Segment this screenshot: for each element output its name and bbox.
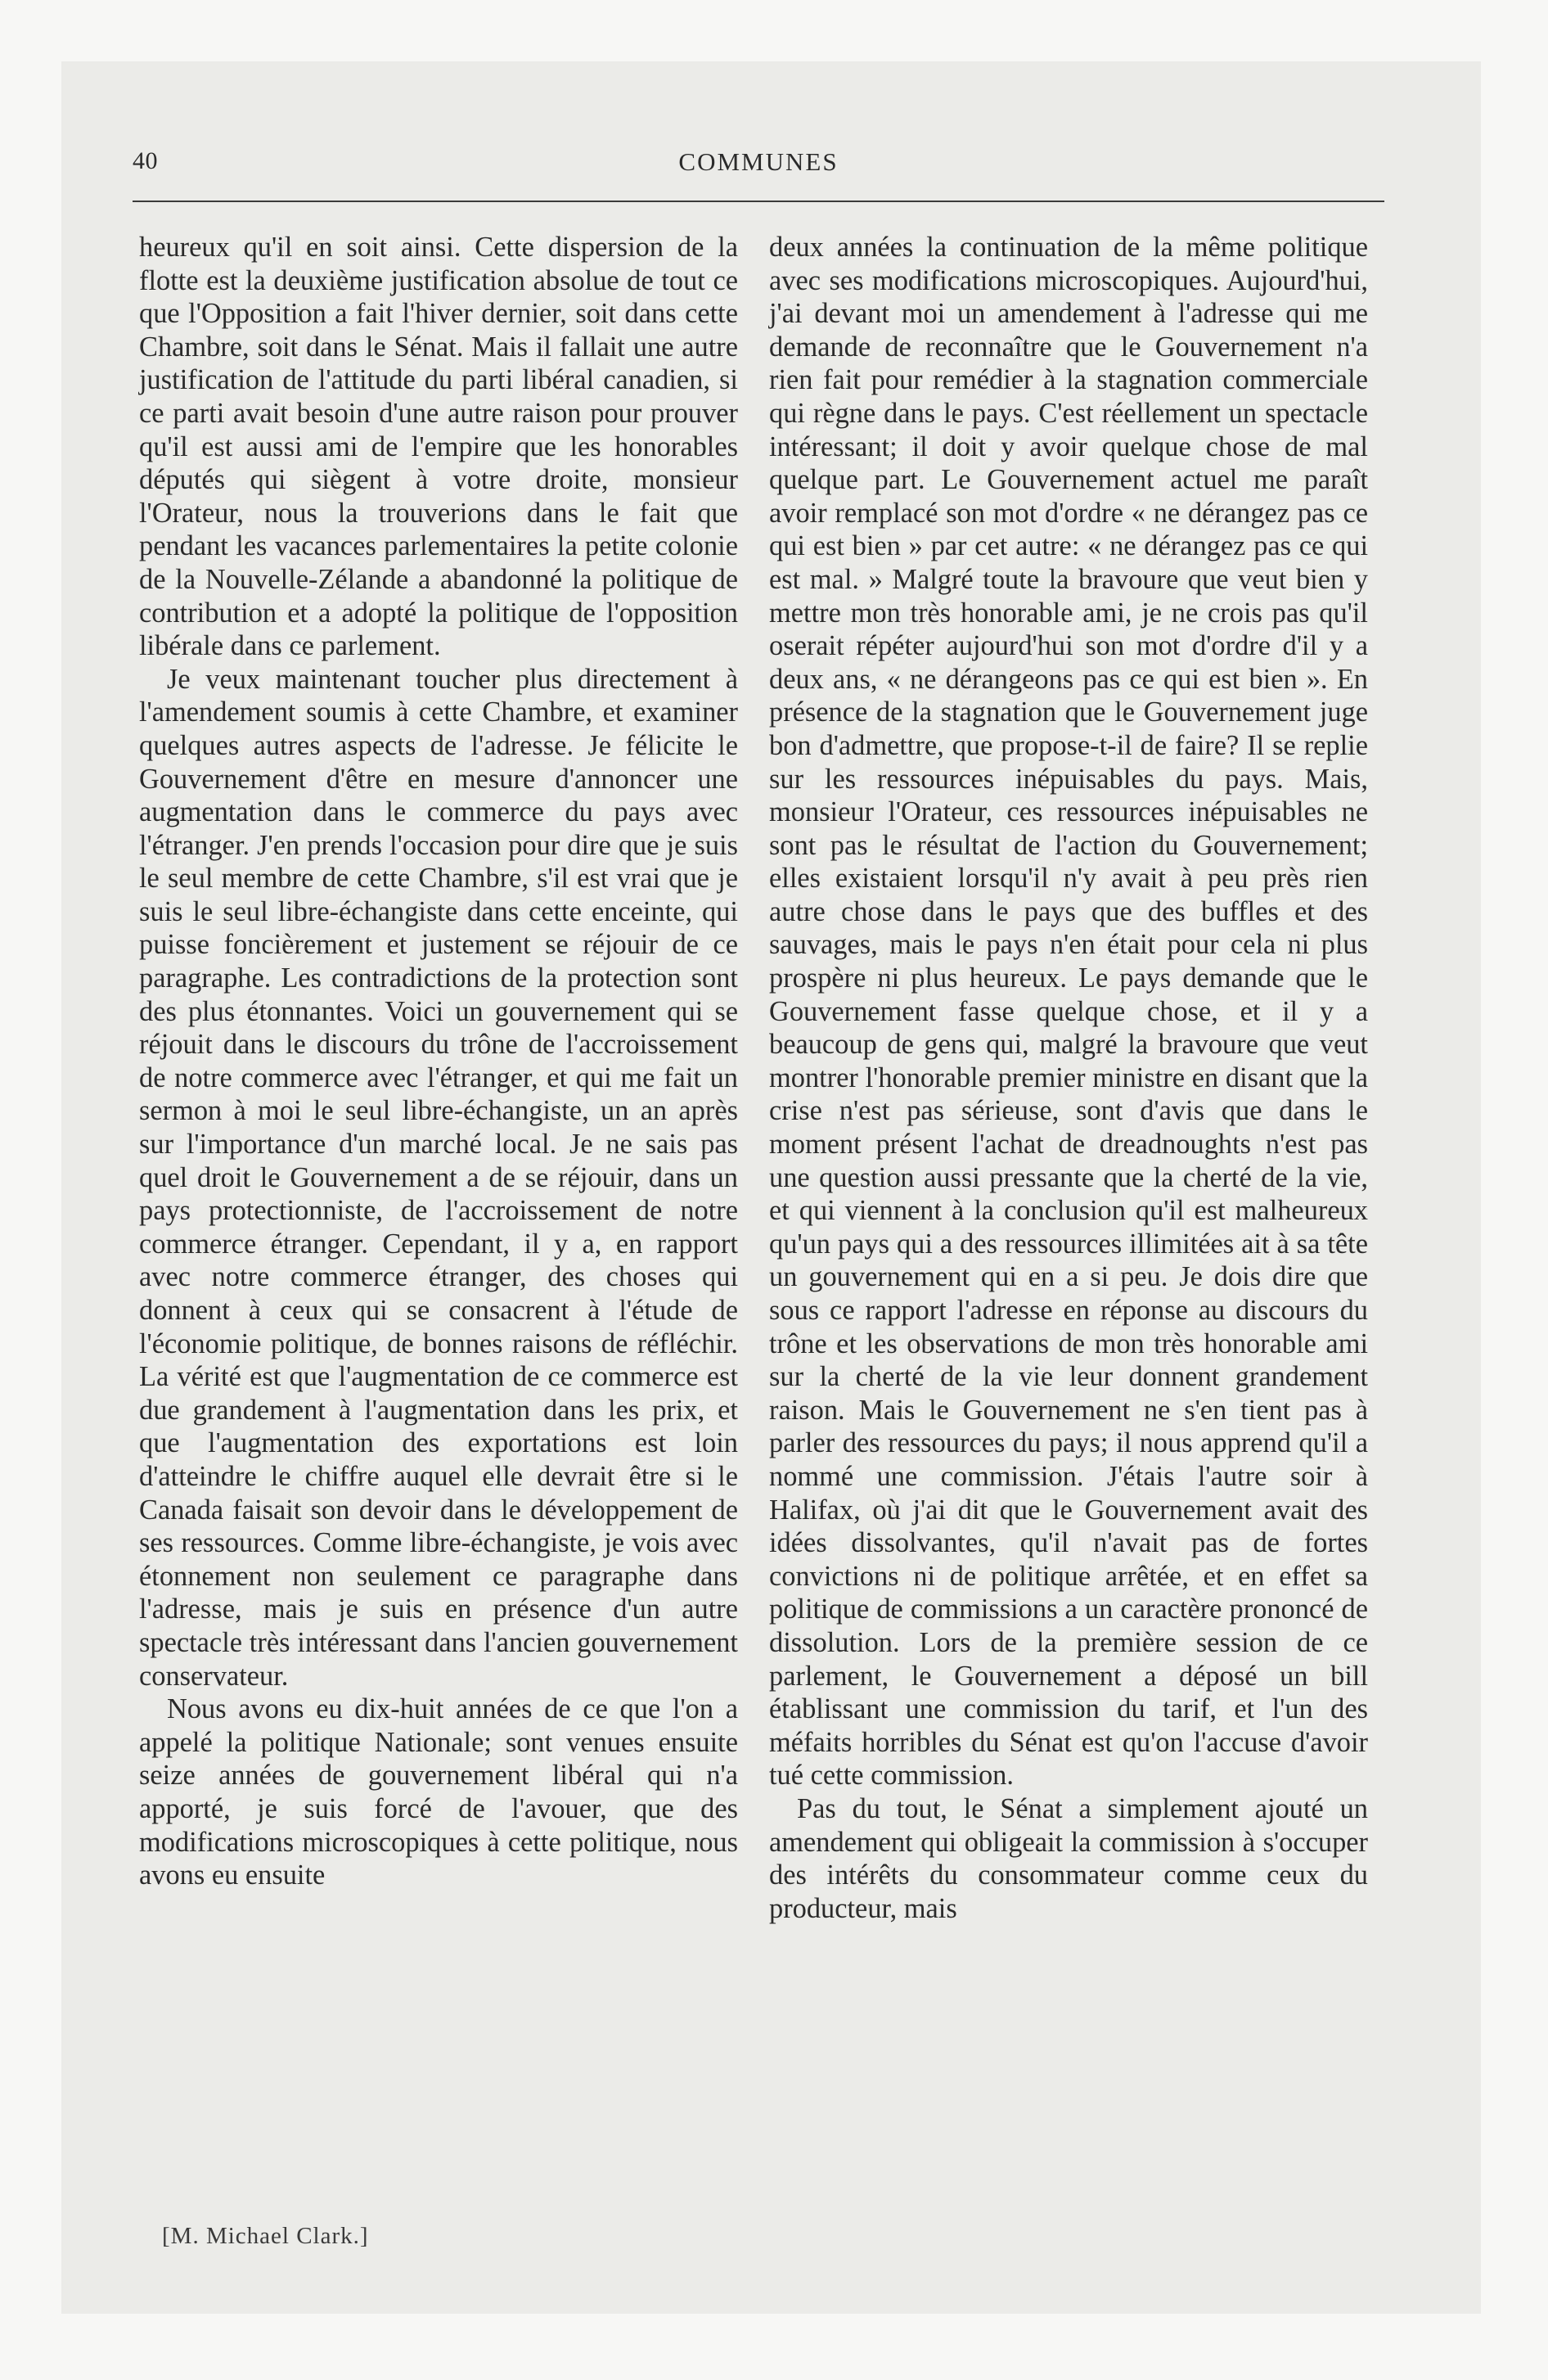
left-column xyxy=(139,231,738,2220)
right-column xyxy=(769,231,1368,2220)
page-header xyxy=(133,147,1384,188)
paragraph: Nous avons eu dix-huit années de ce que l'on a appelé la politique Nationale; sont venues ensuite seize années de gouvernement libéral qui n'a apporté, je suis forcé de l'avouer, que des modifications microscopiques à cette politique, nous avons eu ensuite xyxy=(139,1693,738,1891)
paragraph: Pas du tout, le Sénat a simplement ajouté un amendement qui obligeait la commission à s'occuper des intérêts du consommateur comme ceux du producteur, mais xyxy=(769,1792,1368,1924)
running-title: COMMUNES xyxy=(678,147,839,176)
paragraph: heureux qu'il en soit ainsi. Cette dispersion de la flotte est la deuxième justification absolue de tout ce que l'Opposition a fait l'hiver dernier, soit dans cette Chambre, soit dans le Sénat. Mais il fallait une autre justification de l'attitude du parti libéral canadien, si ce parti avait besoin d'une autre raison pour prouver qu'il est aussi ami de l'empire que les honorables députés qui siègent à votre droite, monsieur l'Orateur, nous la trouverions dans le fait que pendant les vacances parlementaires la petite colonie de la Nouvelle-Zélande a abandonné la politique de contribution et a adopté la politique de l'opposition libérale dans ce parlement. xyxy=(139,232,738,662)
paragraph: Je veux maintenant toucher plus directement à l'amendement soumis à cette Chambre, et examiner quelques autres aspects de l'adresse. Je félicite le Gouvernement d'être en mesure d'annoncer une augmentation dans le commerce du pays avec l'étranger. J'en prends l'occasion pour dire que je suis le seul membre de cette Chambre, s'il est vrai que je suis le seul libre-échangiste dans cette enceinte, qui puisse foncièrement et justement se réjouir de ce paragraphe. Les contradictions de la protection sont des plus étonnantes. Voici un gouvernement qui se réjouit dans le discours du trône de l'accroissement de notre commerce avec l'étranger, et qui me fait un sermon à moi le seul libre-échangiste, un an après sur l'importance d'un marché local. Je ne sais pas quel droit le Gouvernement a de se réjouir, dans un pays protectionniste, de l'accroissement de notre commerce étranger. Cependant, il y a, en rapport avec notre commerce étranger, des choses qui donnent à ceux qui se consacrent à l'étude de l'économie politique, de bonnes raisons de réfléchir. La vérité est que l'augmentation de ce commerce est due grandement à l'augmentation dans les prix, et que l'augmentation des exportations est loin d'atteindre le chiffre auquel elle devrait être si le Canada faisait son devoir dans le développement de ses ressources. Comme libre-échangiste, je vois avec étonnement non seulement ce paragraphe dans l'adresse, mais je suis en présence d'un autre spectacle très intéressant dans l'ancien gouvernement conservateur. xyxy=(139,663,738,1692)
header-rule xyxy=(133,201,1384,202)
paragraph: deux années la continuation de la même politique avec ses modifications microscopiques. Aujourd'hui, j'ai devant moi un amendement à l'adresse qui me demande de reconnaître que le Gouvernement n'a rien fait pour remédier à la stagnation commerciale qui règne dans le pays. C'est réellement un spectacle intéressant; il doit y avoir quelque chose de mal quelque part. Le Gouvernement actuel me paraît avoir remplacé son mot d'ordre « ne dérangez pas ce qui est bien » par cet autre: « ne dérangez pas ce qui est mal. » Malgré toute la bravoure que veut bien y mettre mon très honorable ami, je ne crois pas qu'il oserait répéter aujourd'hui son mot d'ordre d'il y a deux ans, « ne dérangeons pas ce qui est bien ». En présence de la stagnation que le Gouvernement juge bon d'admettre, que propose-t-il de faire? Il se replie sur les ressources inépuisables du pays. Mais, monsieur l'Orateur, ces ressources inépuisables ne sont pas le résultat de l'action du Gouvernement; elles existaient lorsqu'il n'y avait à peu près rien autre chose dans le pays que des buffles et des sauvages, mais le pays n'en était pour cela ni plus prospère ni plus heureux. Le pays demande que le Gouvernement fasse quelque chose, et il y a beaucoup de gens qui, malgré la bravoure que veut montrer l'honorable premier ministre en disant que la crise n'est pas sérieuse, sont d'avis que dans le moment présent l'achat de dreadnoughts n'est pas une question aussi pressante que la cherté de la vie, et qui viennent à la conclusion qu'il est malheureux qu'un pays qui a des ressources illimitées ait à sa tête un gouvernement qui en a si peu. Je dois dire que sous ce rapport l'adresse en réponse au discours du trône et les observations de mon très honorable ami sur la cherté de la vie leur donnent grandement raison. Mais le Gouvernement ne s'en tient pas à parler des ressources du pays; il nous apprend qu'il a nommé une commission. J'étais l'autre soir à Halifax, où j'ai dit que le Gouvernement avait des idées dissolvantes, qu'il n'avait pas de fortes convictions ni de politique arrêtée, et en effet sa politique de commissions a un caractère prononcé de dissolution. Lors de la première session de ce parlement, le Gouvernement a déposé un bill établissant une commission du tarif, et l'un des méfaits horribles du Sénat est qu'on l'accuse d'avoir tué cette commission. xyxy=(769,232,1368,1792)
speaker-attribution: [M. Michael Clark.] xyxy=(162,2223,369,2249)
page-number: 40 xyxy=(133,147,158,174)
